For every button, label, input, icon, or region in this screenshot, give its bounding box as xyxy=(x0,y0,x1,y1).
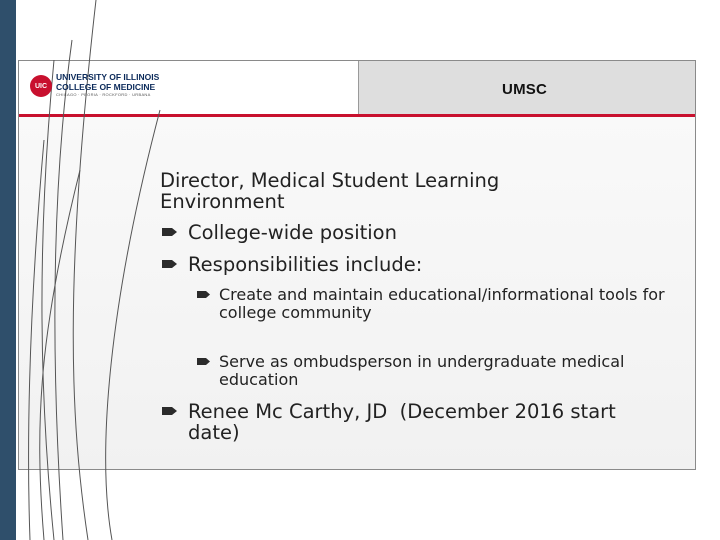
bullet-item: Responsibilities include: xyxy=(188,253,423,276)
sub-bullet-arrow-icon xyxy=(197,290,211,299)
header-label: UMSC xyxy=(502,81,547,98)
logo-campuses: CHICAGO · PEORIA · ROCKFORD · URBANA xyxy=(56,92,151,97)
bullet-item: Renee Mc Carthy, JD (December 2016 start date) xyxy=(188,400,623,444)
logo-badge: UIC xyxy=(30,75,52,97)
sub-bullet-arrow-icon xyxy=(197,357,211,366)
logo-college-name: COLLEGE OF MEDICINE xyxy=(56,82,156,92)
slide-title: Director, Medical Student Learning Environment xyxy=(160,169,500,213)
sub-bullet-item: Create and maintain educational/informational tools for college community xyxy=(219,285,665,322)
bullet-arrow-icon xyxy=(162,259,178,269)
header-label-panel xyxy=(358,61,695,114)
left-accent-bar xyxy=(0,0,16,540)
bullet-item: College-wide position xyxy=(188,221,397,244)
bullet-arrow-icon xyxy=(162,227,178,237)
university-logo xyxy=(30,72,200,102)
logo-university-name: UNIVERSITY OF ILLINOIS xyxy=(56,72,160,82)
sub-bullet-item: Serve as ombudsperson in undergraduate medical education xyxy=(219,352,625,389)
bullet-arrow-icon xyxy=(162,406,178,416)
